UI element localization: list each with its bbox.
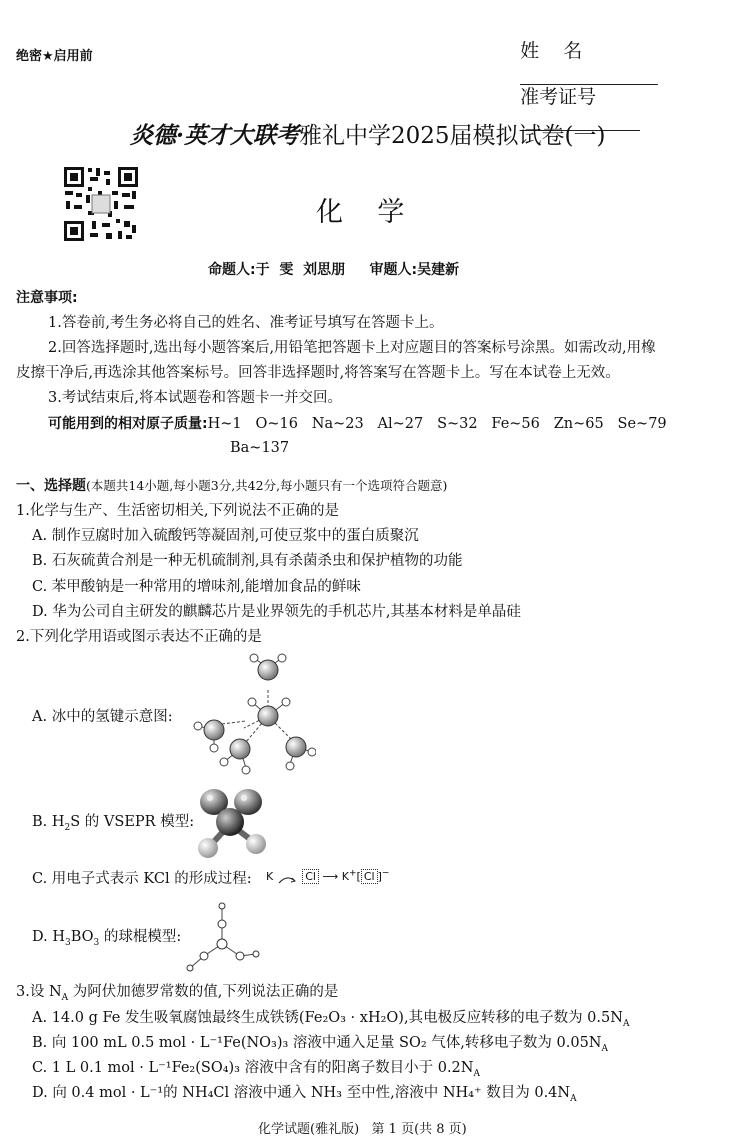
q2-d-sub-1: 3: [64, 937, 71, 948]
q2-d-text-1: D. H: [32, 929, 65, 945]
q1-option-a[interactable]: A. 制作豆腐时加入硫酸钙等凝固剂,可使豆浆中的蛋白质聚沉: [32, 528, 419, 544]
secret-mark: 绝密★启用前: [16, 49, 93, 64]
q1-option-c[interactable]: C. 苯甲酸钠是一种常用的增味剂,能增加食品的鲜味: [32, 579, 361, 595]
authors: 命题人:于 雯 刘思朋 审题人:吴建新: [208, 262, 460, 278]
q3-c-sub: A: [473, 1068, 480, 1079]
q2-d-sub-2: 3: [93, 937, 100, 948]
kcl-k-left: K: [266, 870, 274, 883]
q1-option-d[interactable]: D. 华为公司自主研发的麒麟芯片是业界领先的手机芯片,其基本材料是单晶硅: [32, 604, 521, 620]
atomic-mass-row: [48, 414, 667, 434]
q2-option-c[interactable]: [32, 869, 252, 889]
exam-title-rest: 雅礼中学2025届模拟试卷(一): [299, 123, 606, 149]
kcl-k-ion: K: [341, 870, 349, 883]
exam-title: [130, 117, 606, 150]
q2-b-sub: 2: [64, 822, 71, 833]
q2-option-d[interactable]: [32, 927, 181, 947]
notice-item-1: 1.答卷前,考生务必将自己的姓名、准考证号填写在答题卡上。: [48, 315, 444, 331]
atomic-mass-values-2: Ba~137: [230, 440, 290, 456]
boric-acid-ball-stick-model: [184, 898, 260, 976]
q2-c-text: C. 用电子式表示 KCl 的形成过程:: [32, 871, 252, 887]
q3-b-sub: A: [601, 1043, 608, 1054]
kcl-electron-formula: K Cl ⟶ K+[ Cl ]−: [266, 868, 390, 883]
q2-option-a[interactable]: A. 冰中的氢键示意图:: [32, 709, 173, 725]
q3-d-sub: A: [570, 1093, 577, 1104]
reaction-arrow-icon: ⟶: [322, 870, 339, 883]
section-1-title: [16, 476, 447, 496]
kcl-cl-ion: Cl: [361, 869, 378, 884]
q2-d-text-3: 的球棍模型:: [99, 929, 182, 945]
q3-option-d[interactable]: [32, 1083, 577, 1103]
exam-number-label: 准考证号: [520, 86, 597, 108]
notice-item-2b: 皮擦干净后,再选涂其他答案标号。回答非选择题时,将答案写在答题卡上。写在本试卷上无效。: [16, 365, 620, 381]
q2-stem: 2.下列化学用语或图示表达不正确的是: [16, 629, 262, 645]
exam-title-brand: 炎德·英才大联考: [130, 122, 300, 149]
q3-stem: [16, 982, 338, 1002]
q1-option-b[interactable]: B. 石灰硫黄合剂是一种无机硫制剂,具有杀菌杀虫和保护植物的功能: [32, 553, 463, 569]
q3-option-a[interactable]: [32, 1008, 629, 1028]
subject-title: 化 学: [316, 197, 405, 228]
q3-a-text: A. 14.0 g Fe 发生吸氧腐蚀最终生成铁锈(Fe₂O₃ · xH₂O),其电极反应转移的电子数为 0.5N: [32, 1010, 623, 1026]
section-1-note: (本题共14小题,每小题3分,共42分,每小题只有一个选项符合题意): [86, 478, 448, 493]
name-label: 姓 名: [520, 40, 583, 62]
q3-c-text: C. 1 L 0.1 mol · L⁻¹Fe₂(SO₄)₃ 溶液中含有的阳离子数目小于 0.2N: [32, 1060, 474, 1076]
notice-item-3: 3.考试结束后,将本试题卷和答题卡一并交回。: [48, 390, 342, 406]
notice-heading: 注意事项:: [16, 290, 78, 306]
kcl-cl-atom: Cl: [302, 869, 319, 884]
qr-code-icon: [62, 165, 140, 243]
q3-option-b[interactable]: [32, 1033, 608, 1053]
vsepr-model-diagram: [196, 784, 268, 862]
q3-d-text: D. 向 0.4 mol · L⁻¹的 NH₄Cl 溶液中通入 NH₃ 至中性,溶液中 NH₄⁺ 数目为 0.4N: [32, 1085, 571, 1101]
section-1-heading: 一、选择题: [16, 478, 86, 494]
q3-stem-text-1: 3.设 N: [16, 984, 62, 1000]
q3-a-sub: A: [622, 1018, 630, 1029]
atomic-mass-values: H~1 O~16 Na~23 Al~27 S~32 Fe~56 Zn~65 Se~79: [207, 416, 667, 432]
q2-b-text-2: S 的 VSEPR 模型:: [70, 814, 195, 830]
notice-item-2a: 2.回答选择题时,选出每小题答案后,用铅笔把答题卡上对应题目的答案标号涂黑。如需改动,用橡: [48, 340, 656, 356]
q3-option-c[interactable]: [32, 1058, 480, 1078]
page-footer: 化学试题(雅礼版) 第 1 页(共 8 页): [258, 1122, 467, 1137]
q3-stem-text-2: 为阿伏加德罗常数的值,下列说法正确的是: [68, 984, 339, 1000]
atomic-mass-label: 可能用到的相对原子质量:: [48, 416, 208, 432]
q2-option-b[interactable]: [32, 812, 194, 832]
ice-hydrogen-bond-diagram: [186, 652, 316, 777]
q1-stem: 1.化学与生产、生活密切相关,下列说法不正确的是: [16, 503, 339, 519]
q2-d-text-2: BO: [70, 929, 94, 945]
q3-b-text: B. 向 100 mL 0.5 mol · L⁻¹Fe(NO₃)₃ 溶液中通入足量 SO₂ 气体,转移电子数为 0.05N: [32, 1035, 602, 1051]
q2-b-text-1: B. H: [32, 814, 65, 830]
q3-stem-sub: A: [61, 992, 69, 1003]
